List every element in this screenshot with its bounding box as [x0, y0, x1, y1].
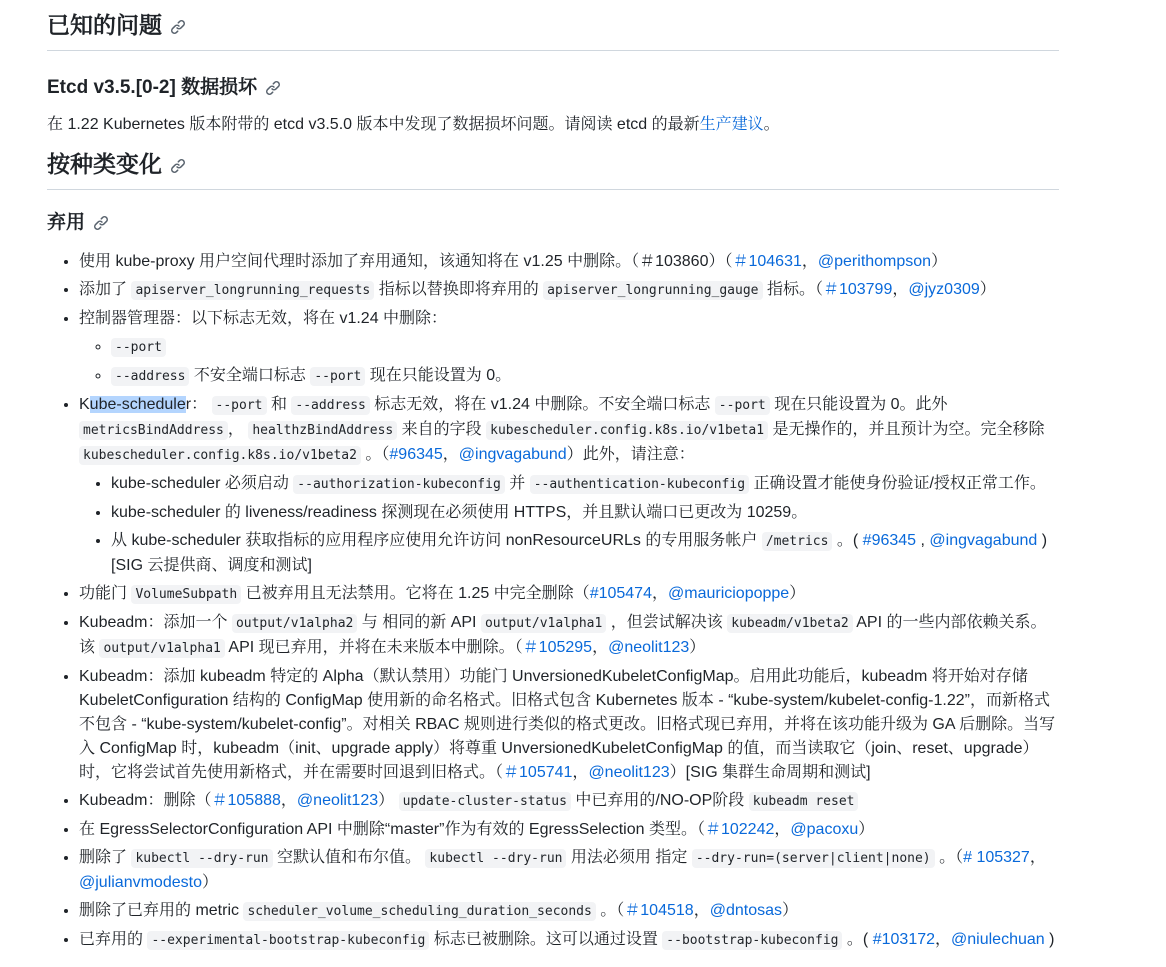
text-segment: Kubeadm：添加 kubeadm 特定的 Alpha（默认禁用）功能门 UnversionedKubeletConfigMap。启用此功能后，kubeadm 将开始对存储 KubeletConfiguration 结构的 ConfigMap 使用新的命名格式。旧格式包含 Kubernetes 版本 - “kube-system/kubelet-config-1.22”，而新格式不包含 - “kube-system/kubelet-config”。对相关 RBAC 规则进行类似的格式更改。旧格式现已弃用，并将在该功能升级为 GA 后删除。当写入 ConfigMap 时，kubeadm（init、upgrade apply）将尊重 UnversionedKubeletConfigMap 的值，而当读取它（join、reset、upgrade）时，它将尝试首先使用新格式，并在需要时回退到旧格式。（ — [79, 668, 1056, 781]
pr-link[interactable]: # 105327 — [963, 849, 1030, 866]
text-segment: 使用 kube-proxy 用户空间代理时添加了弃用通知，该通知将在 v1.25 中删除。（＃103860）（ — [79, 253, 733, 270]
author-link[interactable]: @perithompson — [817, 253, 932, 270]
text-segment: 来自的字段 — [397, 421, 487, 438]
text-segment: ， — [892, 281, 909, 298]
text-segment: 已被弃用且无法禁用。它将在 1.25 中完全删除（ — [241, 585, 590, 602]
text-segment: 。（ — [934, 849, 964, 866]
text-segment: ） — [378, 792, 399, 809]
article-content — [47, 0, 1059, 957]
pr-link[interactable]: ＃104631 — [732, 253, 802, 270]
list-item — [79, 928, 1059, 953]
changes-by-kind-heading — [47, 149, 1059, 190]
pr-link[interactable]: ＃105888 — [211, 792, 281, 809]
pr-link[interactable]: #96345 — [389, 446, 443, 463]
inline-code: kubectl --dry-run — [131, 849, 272, 868]
text-segment: ， — [801, 253, 818, 270]
inline-code: VolumeSubpath — [131, 585, 241, 604]
text-segment: 删除了已弃用的 metric — [79, 902, 244, 919]
text-segment: Etcd v3.5.[0-2] 数据损坏 — [47, 77, 258, 98]
inline-code: --dry-run=(server|client|none) — [692, 849, 935, 868]
text-segment: 指标以替换即将弃用的 — [374, 281, 544, 298]
inline-code: kubescheduler.config.k8s.io/v1beta2 — [79, 446, 361, 465]
list-item — [79, 665, 1059, 785]
text-segment: kube-scheduler 必须启动 — [111, 475, 294, 492]
text-segment: ） — [931, 253, 948, 270]
text-segment: , — [916, 532, 930, 549]
text-segment: ） — [979, 281, 996, 298]
text-segment: 已弃用的 — [79, 931, 148, 948]
text-segment: 和 — [266, 396, 292, 413]
pr-link[interactable]: #96345 — [862, 532, 917, 549]
list-item — [79, 789, 1059, 814]
inline-code: scheduler_volume_scheduling_duration_seconds — [243, 902, 595, 921]
known-issues-heading — [47, 10, 1059, 51]
text-segment: 删除了 — [79, 849, 132, 866]
inline-code: output/v1alpha2 — [232, 614, 357, 633]
link-icon[interactable] — [93, 215, 109, 231]
list-item — [79, 846, 1059, 895]
text-segment: ，但尝试解决该 — [606, 614, 728, 631]
inline-code: kubectl --dry-run — [425, 849, 566, 868]
text-segment: 用法必须用 指定 — [566, 849, 692, 866]
text-segment: 标志已被删除。这可以通过设置 — [429, 931, 663, 948]
text-segment: ） — [689, 639, 706, 656]
text-segment: API 现已弃用，并将在未来版本中删除。（ — [224, 639, 523, 656]
inline-code: healthzBindAddress — [248, 421, 397, 440]
inline-code: kubeadm/v1beta2 — [727, 614, 852, 633]
list-item — [79, 278, 1059, 303]
sub-list — [79, 335, 1059, 389]
text-segment: ， — [935, 931, 952, 948]
inline-code: --authorization-kubeconfig — [293, 475, 505, 494]
text-segment: ， — [442, 446, 459, 463]
inline-code: --port — [212, 396, 267, 415]
text-segment: 功能门 — [79, 585, 132, 602]
text-segment: ， — [774, 821, 791, 838]
inline-code: apiserver_longrunning_gauge — [543, 281, 762, 300]
text-segment: Kubeadm：添加一个 — [79, 614, 232, 631]
etcd-paragraph — [47, 113, 1059, 137]
author-link[interactable]: @niulechuan — [951, 931, 1045, 948]
sub-list-item — [111, 335, 1059, 360]
inline-code: apiserver_longrunning_requests — [131, 281, 374, 300]
pr-link[interactable]: #103172 — [872, 931, 936, 948]
text-segment: ）[SIG 集群生命周期和测试] — [669, 764, 871, 781]
text-segment: ） — [201, 874, 218, 891]
sub-list-item — [111, 501, 1059, 525]
author-link[interactable]: @ingvagabund — [929, 532, 1038, 549]
inline-code: --port — [715, 396, 770, 415]
text-segment: ， — [651, 585, 668, 602]
deprecation-list — [47, 250, 1059, 953]
text-segment: 指标。（ — [762, 281, 823, 298]
text-selection: ube-schedule — [89, 396, 186, 413]
pr-link[interactable]: ＃105295 — [522, 639, 593, 656]
text-segment: ， — [1029, 849, 1046, 866]
author-link[interactable]: @neolit123 — [296, 792, 379, 809]
text-segment: 。（ — [360, 446, 390, 463]
list-item — [79, 582, 1059, 607]
text-segment: ， — [227, 421, 249, 438]
inline-code: metricsBindAddress — [79, 421, 228, 440]
text-segment: ) [SIG 云提供商、调度和测试] — [111, 532, 1048, 574]
list-item — [79, 899, 1059, 924]
text-segment: ） — [781, 902, 798, 919]
inline-code: /metrics — [762, 532, 833, 551]
text-segment: 添加了 — [79, 281, 132, 298]
text-segment: 已知的问题 — [47, 12, 162, 38]
text-segment: 空默认值和布尔值。 — [272, 849, 426, 866]
inline-code: --address — [111, 367, 189, 386]
inline-code: --address — [291, 396, 369, 415]
inline-code: output/v1alpha1 — [481, 614, 606, 633]
inline-code: update-cluster-status — [399, 792, 571, 811]
sub-list — [79, 472, 1059, 578]
inline-code: kubescheduler.config.k8s.io/v1beta1 — [486, 421, 768, 440]
pr-link[interactable]: ＃105741 — [503, 764, 573, 781]
inline-code: --port — [310, 367, 365, 386]
etcd-heading — [47, 75, 1059, 101]
text-segment: 与 相同的新 API — [357, 614, 481, 631]
author-link[interactable]: @dntosas — [709, 902, 782, 919]
pr-link[interactable]: #105474 — [589, 585, 652, 602]
text-segment: ， — [693, 902, 710, 919]
link-icon[interactable] — [170, 19, 186, 35]
author-link[interactable]: @jyz0309 — [908, 281, 980, 298]
text-segment: 。( — [832, 532, 863, 549]
production-advice-link[interactable]: 生产建议 — [699, 116, 764, 133]
deprecation-heading — [47, 210, 1059, 236]
text-segment: 不安全端口标志 — [189, 367, 311, 384]
pr-link[interactable]: ＃104518 — [624, 902, 694, 919]
text-segment: r — [185, 396, 192, 413]
author-link[interactable]: @neolit123 — [608, 639, 690, 656]
text-segment: Kubeadm：删除（ — [79, 792, 212, 809]
inline-code: --authentication-kubeconfig — [530, 475, 749, 494]
list-item — [79, 393, 1059, 578]
text-segment: 。( — [842, 931, 873, 948]
link-icon[interactable] — [265, 80, 281, 96]
text-segment: 按种类变化 — [47, 151, 162, 177]
inline-code: --experimental-bootstrap-kubeconfig — [147, 931, 429, 950]
inline-code: output/v1alpha1 — [99, 639, 224, 658]
author-link[interactable]: @mauriciopoppe — [668, 585, 790, 602]
text-segment: 中已弃用的/NO-OP阶段 — [570, 792, 749, 809]
author-link[interactable]: @neolit123 — [588, 764, 670, 781]
text-segment: 从 kube-scheduler 获取指标的应用程序应使用允许访问 nonResourceURLs 的专用服务帐户 — [111, 532, 762, 549]
text-segment: API 的一些内部依赖关系。该 — [79, 614, 1047, 656]
inline-code: kubeadm reset — [749, 792, 859, 811]
text-segment: 是无操作的，并且预计为空。完全移除 — [768, 421, 1045, 438]
inline-code: --bootstrap-kubeconfig — [662, 931, 842, 950]
text-segment: ）此外，请注意： — [566, 446, 695, 463]
text-segment: 并 — [504, 475, 530, 492]
text-segment: 正确设置才能使身份验证/授权正常工作。 — [749, 475, 1046, 492]
text-segment: 在 1.22 Kubernetes 版本附带的 etcd v3.5.0 版本中发现了数据损坏问题。请阅读 etcd 的最新 — [47, 116, 700, 133]
text-segment: ） — [858, 821, 875, 838]
text-segment: 。（ — [595, 902, 625, 919]
text-segment: K — [79, 396, 90, 413]
text-segment: ， — [592, 639, 609, 656]
list-item — [79, 250, 1059, 274]
text-segment: ， — [572, 764, 589, 781]
text-segment: 在 EgressSelectorConfiguration API 中删除“master”作为有效的 EgressSelection 类型。（ — [79, 821, 705, 838]
text-segment: ） — [789, 585, 806, 602]
link-icon[interactable] — [170, 158, 186, 174]
sub-list-item — [111, 472, 1059, 497]
pr-link[interactable]: ＃102242 — [704, 821, 775, 838]
text-segment: 标志无效，将在 v1.24 中删除。不安全端口标志 — [369, 396, 715, 413]
text-segment: 现在只能设置为 0。此外 — [769, 396, 948, 413]
text-segment: 控制器管理器：以下标志无效，将在 v1.24 中删除： — [79, 310, 448, 327]
text-segment: kube-scheduler 的 liveness/readiness 探测现在必须使用 HTTPS，并且默认端口已更改为 10259。 — [111, 504, 808, 521]
text-segment: ： — [191, 396, 212, 413]
text-segment: 现在只能设置为 0。 — [365, 367, 512, 384]
list-item — [79, 611, 1059, 661]
list-item — [79, 818, 1059, 842]
sub-list-item — [111, 529, 1059, 578]
author-link[interactable]: @pacoxu — [790, 821, 859, 838]
text-segment: ) — [1044, 931, 1055, 948]
author-link[interactable]: @ingvagabund — [458, 446, 567, 463]
list-item — [79, 307, 1059, 389]
sub-list-item — [111, 364, 1059, 389]
author-link[interactable]: @julianvmodesto — [79, 874, 202, 891]
text-segment: ， — [280, 792, 297, 809]
text-segment: 弃用 — [47, 212, 86, 233]
text-segment: 。 — [763, 116, 780, 133]
inline-code: --port — [111, 338, 166, 357]
pr-link[interactable]: ＃103799 — [822, 281, 893, 298]
